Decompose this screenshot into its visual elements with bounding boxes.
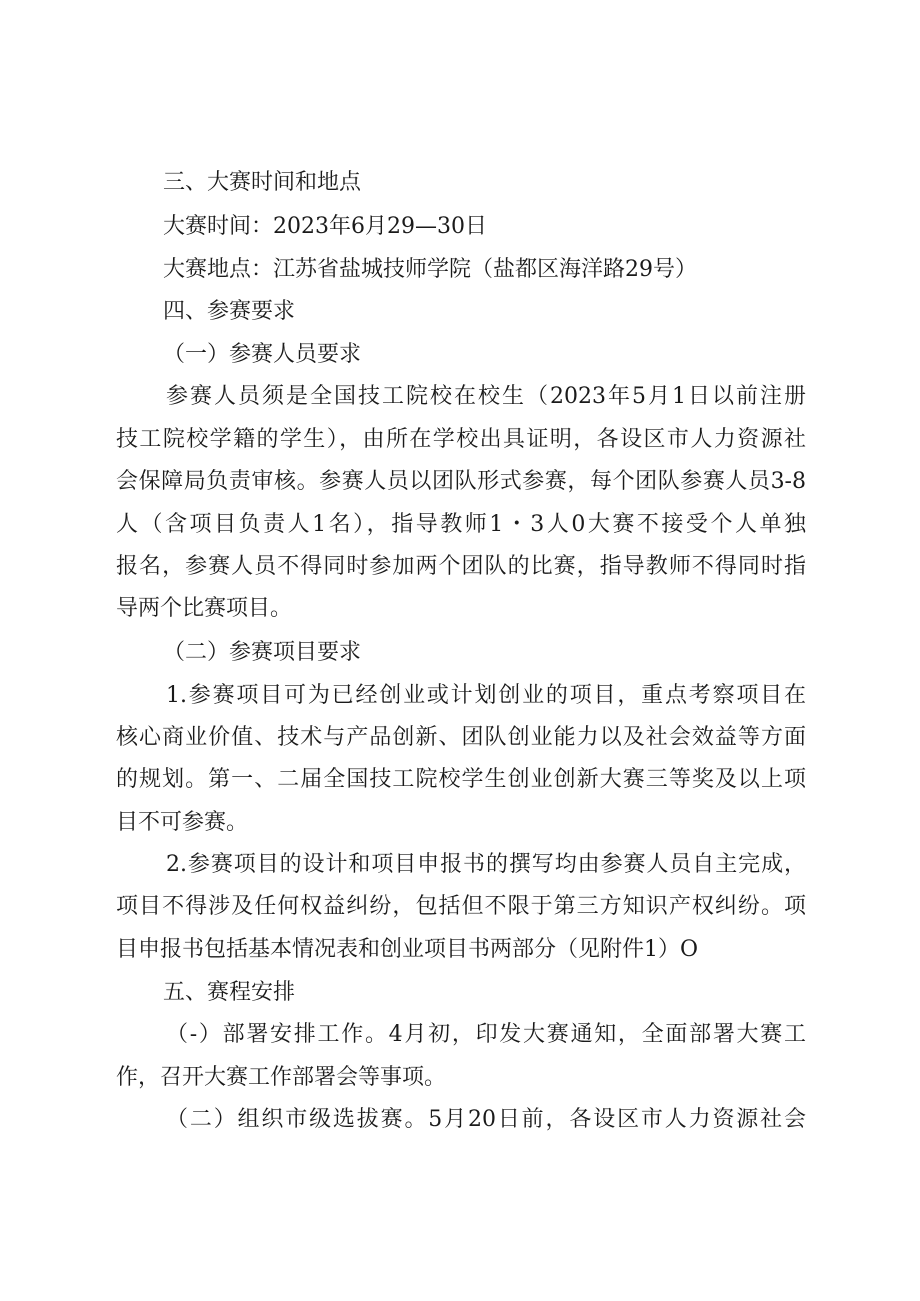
section4-heading: 四、参赛要求 xyxy=(163,299,296,324)
location-line: 大赛地点：江苏省盐城技师学院（盐都区海洋路29号） xyxy=(163,257,697,282)
para1-line: 技工院校学籍的学生），由所在学校出具证明，各设区市人力资源社 xyxy=(116,427,806,452)
para1-line: 报名，参赛人员不得同时参加两个团队的比赛，指导教师不得同时指 xyxy=(116,554,806,579)
section3-heading: 三、大赛时间和地点 xyxy=(163,170,362,195)
para2-line: 1.参赛项目可为已经创业或计划创业的项目，重点考察项目在 xyxy=(166,683,806,708)
para2-line: 目不可参赛。 xyxy=(116,810,249,835)
sub1-heading: （一）参赛人员要求 xyxy=(163,342,362,367)
para1-line: 会保障局负责审核。参赛人员以团队形式参赛，每个团队参赛人员3-8 xyxy=(116,469,806,494)
sub2-heading: （二）参赛项目要求 xyxy=(163,640,362,665)
para2-line: 的规划。第一、二届全国技工院校学生创业创新大赛三等奖及以上项 xyxy=(116,767,806,792)
para4-line: 作，召开大赛工作部署会等事项。 xyxy=(116,1065,447,1090)
para3-line: 项目不得涉及任何权益纠纷，包括但不限于第三方知识产权纠纷。项 xyxy=(116,894,806,919)
para2-line: 核心商业价值、技术与产品创新、团队创业能力以及社会效益等方面 xyxy=(116,725,806,750)
para4-line: （-）部署安排工作。4月初，印发大赛通知，全面部署大赛工 xyxy=(166,1022,806,1047)
para3-line: 2.参赛项目的设计和项目申报书的撰写均由参赛人员自主完成， xyxy=(166,852,806,877)
time-line: 大赛时间：2023年6月29—30日 xyxy=(163,214,487,239)
para1-line: 参赛人员须是全国技工院校在校生（2023年5月1日以前注册 xyxy=(166,384,806,409)
section5-heading: 五、赛程安排 xyxy=(163,980,296,1005)
para5-line: （二）组织市级选拔赛。5月20日前，各设区市人力资源社会 xyxy=(166,1107,806,1132)
para1-line: 导两个比赛项目。 xyxy=(116,596,293,621)
para3-line: 目申报书包括基本情况表和创业项目书两部分（见附件1）O xyxy=(116,937,699,962)
para1-line: 人（含项目负责人1名），指导教师1・3人0大赛不接受个人单独 xyxy=(116,512,806,537)
